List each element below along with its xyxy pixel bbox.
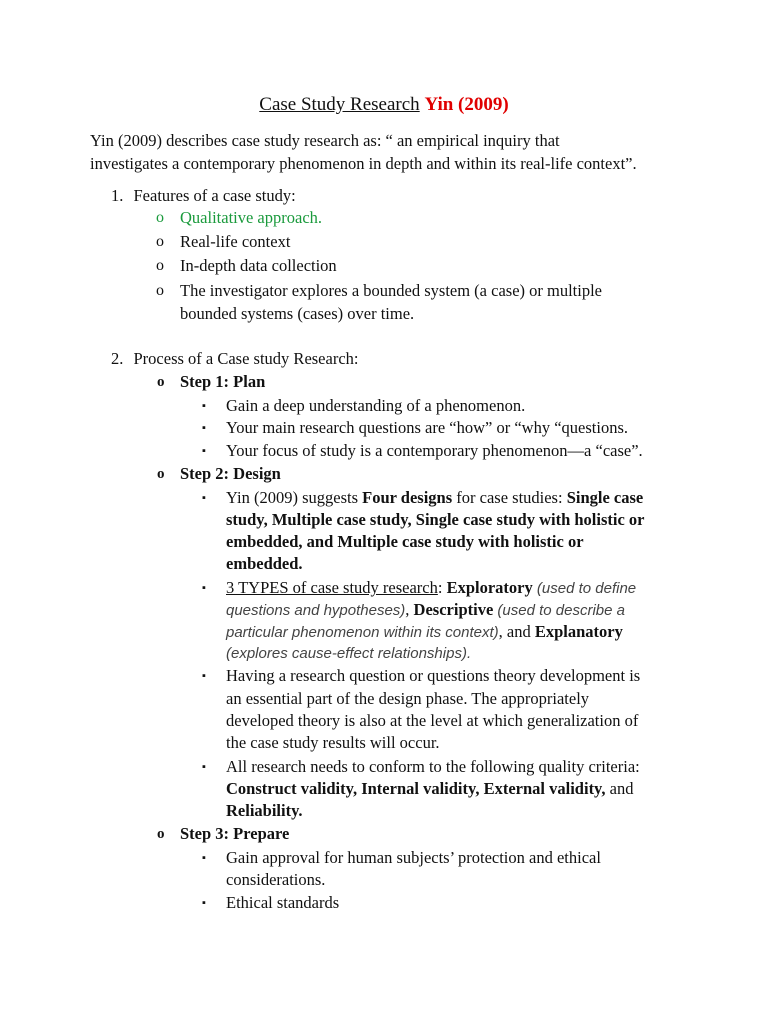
section-2-title: Process of a Case study Research: xyxy=(133,349,359,368)
bullet-square-icon: ▪ xyxy=(202,897,206,909)
step-1-label: Step 1: Plan xyxy=(180,372,266,391)
designs-bold: Four designs xyxy=(362,488,453,507)
intro-line-2: investigates a contemporary phenomenon in depth and within its real-life context”. xyxy=(90,154,637,173)
types-colon: : xyxy=(437,578,447,597)
designs-line-3: embedded, and Multiple case study with holistic or xyxy=(226,532,584,551)
designs-line-4: embedded. xyxy=(226,554,303,573)
bullet-square-icon: ▪ xyxy=(202,492,206,504)
title-main: Case Study Research xyxy=(259,94,420,115)
quality-and: and xyxy=(605,779,634,798)
bullet-square-icon: ▪ xyxy=(202,670,206,682)
bullet-square-icon: ▪ xyxy=(202,761,206,773)
section-1-heading xyxy=(111,185,296,207)
types-line-2 xyxy=(226,599,625,622)
types-text: of case study research xyxy=(288,578,438,597)
designs-line-2: study, Multiple case study, Single case study with holistic or xyxy=(226,510,645,529)
type-exploratory: Exploratory xyxy=(446,578,533,597)
types-count: 3 TYPES xyxy=(226,578,289,597)
designs-text: for case studies: xyxy=(452,488,567,507)
designs-line-1 xyxy=(226,487,643,509)
quality-line-2 xyxy=(226,778,633,800)
feature-item-continued: bounded systems (cases) over time. xyxy=(180,304,415,323)
bullet-square-icon: ▪ xyxy=(202,582,206,594)
type-exploratory-note: (used to define xyxy=(536,580,637,597)
section-2-number: 2. xyxy=(111,349,124,368)
type-descriptive-note-cont: particular phenomenon within its context) xyxy=(226,624,499,641)
bullet-circle-icon: o xyxy=(156,257,164,274)
bullet-square-icon: ▪ xyxy=(202,445,206,457)
theory-line: the case study results will occur. xyxy=(226,733,440,752)
step-3-item: Ethical standards xyxy=(226,893,340,912)
type-explanatory: Explanatory xyxy=(534,622,623,641)
types-line-3 xyxy=(226,621,623,644)
bullet-circle-icon: o xyxy=(156,209,164,226)
section-1-title: Features of a case study: xyxy=(133,186,296,205)
bullet-circle-icon: o xyxy=(157,826,165,842)
step-3-item-continued: considerations. xyxy=(226,870,326,889)
title-author: Yin (2009) xyxy=(424,94,509,115)
step-2-label: Step 2: Design xyxy=(180,464,281,483)
step-1-item: Gain a deep understanding of a phenomenon. xyxy=(226,396,526,415)
quality-line-1: All research needs to conform to the following quality criteria: xyxy=(226,757,640,776)
bullet-square-icon: ▪ xyxy=(202,852,206,864)
types-line-1 xyxy=(226,577,636,600)
intro-line-1: Yin (2009) describes case study research as: “ an empirical inquiry that xyxy=(90,131,560,150)
bullet-circle-icon: o xyxy=(157,374,165,390)
types-sep: , and xyxy=(498,622,535,641)
page-title xyxy=(0,94,768,116)
bullet-square-icon: ▪ xyxy=(202,422,206,434)
theory-line: Having a research question or questions theory development is xyxy=(226,666,641,685)
designs-bold: Single case xyxy=(566,488,644,507)
feature-item: Real-life context xyxy=(180,232,291,251)
type-descriptive-note: (used to describe a xyxy=(497,602,625,619)
section-2-heading xyxy=(111,348,358,370)
step-3-label: Step 3: Prepare xyxy=(180,824,290,843)
quality-line-3: Reliability. xyxy=(226,801,303,820)
section-1-number: 1. xyxy=(111,186,124,205)
feature-item: Qualitative approach. xyxy=(180,208,323,227)
bullet-square-icon: ▪ xyxy=(202,400,206,412)
feature-item: In-depth data collection xyxy=(180,256,337,275)
theory-line: an essential part of the design phase. The appropriately xyxy=(226,689,590,708)
designs-text: Yin (2009) suggests xyxy=(226,488,363,507)
type-exploratory-note-cont: questions and hypotheses) xyxy=(226,602,406,619)
theory-line: developed theory is also at the level at which generalization of xyxy=(226,711,639,730)
bullet-circle-icon: o xyxy=(156,282,164,299)
step-1-item: Your focus of study is a contemporary phenomenon—a “case”. xyxy=(226,441,643,460)
type-descriptive: Descriptive xyxy=(413,600,494,619)
bullet-circle-icon: o xyxy=(156,233,164,250)
types-sep: , xyxy=(405,600,414,619)
step-3-item: Gain approval for human subjects’ protection and ethical xyxy=(226,848,601,867)
step-1-item: Your main research questions are “how” or “why “questions. xyxy=(226,418,629,437)
quality-criteria: Construct validity, Internal validity, External validity, xyxy=(226,779,606,798)
bullet-circle-icon: o xyxy=(157,466,165,482)
type-explanatory-note: (explores cause-effect relationships). xyxy=(226,645,472,662)
feature-item: The investigator explores a bounded system (a case) or multiple xyxy=(180,281,602,300)
